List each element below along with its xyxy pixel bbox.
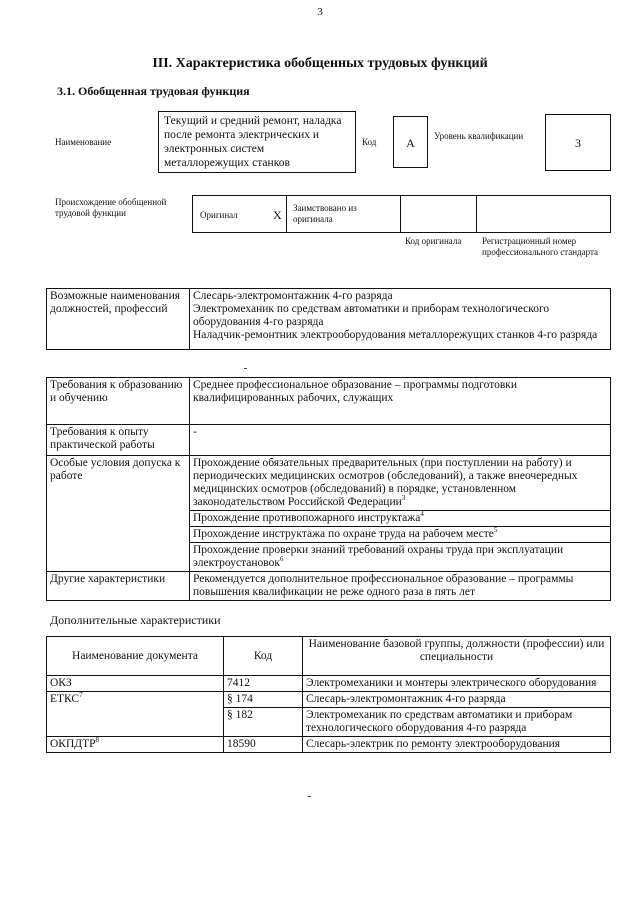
- okpdtr-code: 18590: [224, 737, 303, 753]
- okz-doc: ОКЗ: [47, 676, 224, 692]
- original-cell: [192, 195, 287, 233]
- special-item: Прохождение проверки знаний требований охраны труда при эксплуатации электроустановок$^6$: [193, 544, 564, 569]
- requirements-table: [46, 377, 611, 601]
- level-label: Уровень квалификации: [434, 131, 524, 141]
- additional-title: Дополнительные характеристики: [50, 613, 221, 627]
- borrowed-cell: [286, 195, 401, 233]
- section-title: III. Характеристика обобщенных трудовых функций: [152, 56, 488, 71]
- footer-mark: [308, 796, 311, 797]
- education-value: Среднее профессиональное образование – программы подготовки квалифицированных рабочих, служащих: [190, 378, 611, 425]
- col-doc-header: Наименование документа: [47, 637, 224, 676]
- subsection-title: 3.1. Обобщенная трудовая функция: [57, 84, 250, 98]
- etks-code-174: § 174: [224, 692, 303, 708]
- position-item: Электромеханик по средствам автоматики и приборам технологического оборудования 4-го разряда: [193, 303, 550, 328]
- etks-doc: ЕТКС$^7$: [47, 692, 224, 737]
- reg-number-caption: Регистрационный номер профессионального стандарта: [482, 236, 599, 257]
- original-mark: X: [273, 208, 282, 222]
- borrowed-label: Заимствовано из оригинала: [293, 203, 357, 224]
- code-value: А: [393, 116, 428, 168]
- positions-list: [190, 289, 611, 350]
- special-item: Прохождение обязательных предварительных (при поступлении на работу) и периодических медицинских осмотров (обследований), а также внеочередных медицинских осмотров (обследований) в порядке, установленном законодательством Российской Федерации$^3$: [190, 456, 610, 511]
- other-label: Другие характеристики: [47, 572, 190, 601]
- position-item: Наладчик-ремонтник электрооборудования металлорежущих станков 4-го разряда: [193, 329, 598, 341]
- etks-name-174: Слесарь-электромонтажник 4-го разряда: [303, 692, 611, 708]
- special-label: Особые условия допуска к работе: [47, 456, 190, 572]
- experience-value: -: [190, 425, 611, 456]
- positions-table: [46, 288, 611, 350]
- additional-table: [46, 636, 611, 753]
- positions-label: Возможные наименования должностей, профессий: [47, 289, 190, 350]
- position-item: Слесарь-электромонтажник 4-го разряда: [193, 290, 393, 302]
- education-label: Требования к образованию и обучению: [47, 378, 190, 425]
- reg-number-cell: [476, 195, 611, 233]
- experience-label: Требования к опыту практической работы: [47, 425, 190, 456]
- other-value: Рекомендуется дополнительное профессиональное образование – программы повышения квалификации не реже одного раза в пять лет: [190, 572, 611, 601]
- etks-name-182: Электромеханик по средствам автоматики и приборам технологического оборудования 4-го разряда: [303, 708, 611, 737]
- col-name-header: Наименование базовой группы, должности (профессии) или специальности: [303, 637, 611, 676]
- col-code-header: Код: [224, 637, 303, 676]
- code-original-cell: [400, 195, 477, 233]
- okpdtr-doc: ОКПДТР$^8$: [47, 737, 224, 753]
- name-value: Текущий и средний ремонт, наладка после ремонта электрических и электронных систем металлорежущих станков: [158, 111, 356, 173]
- origin-label: Происхождение обобщенной трудовой функции: [55, 197, 167, 218]
- level-value: 3: [545, 114, 611, 171]
- name-label: Наименование: [55, 137, 112, 147]
- divider-mark: [244, 368, 247, 369]
- okz-name: Электромеханики и монтеры электрического оборудования: [303, 676, 611, 692]
- special-conditions: [190, 456, 611, 572]
- code-label: Код: [362, 137, 377, 147]
- etks-code-182: § 182: [224, 708, 303, 737]
- original-label: Оригинал: [200, 210, 238, 220]
- special-item: Прохождение противопожарного инструктажа$^4$: [190, 511, 610, 527]
- code-original-caption: Код оригинала: [405, 236, 462, 246]
- special-item: Прохождение инструктажа по охране труда на рабочем месте$^5$: [190, 527, 610, 543]
- page-number: 3: [317, 6, 323, 18]
- okpdtr-name: Слесарь-электрик по ремонту электрооборудования: [303, 737, 611, 753]
- okz-code: 7412: [224, 676, 303, 692]
